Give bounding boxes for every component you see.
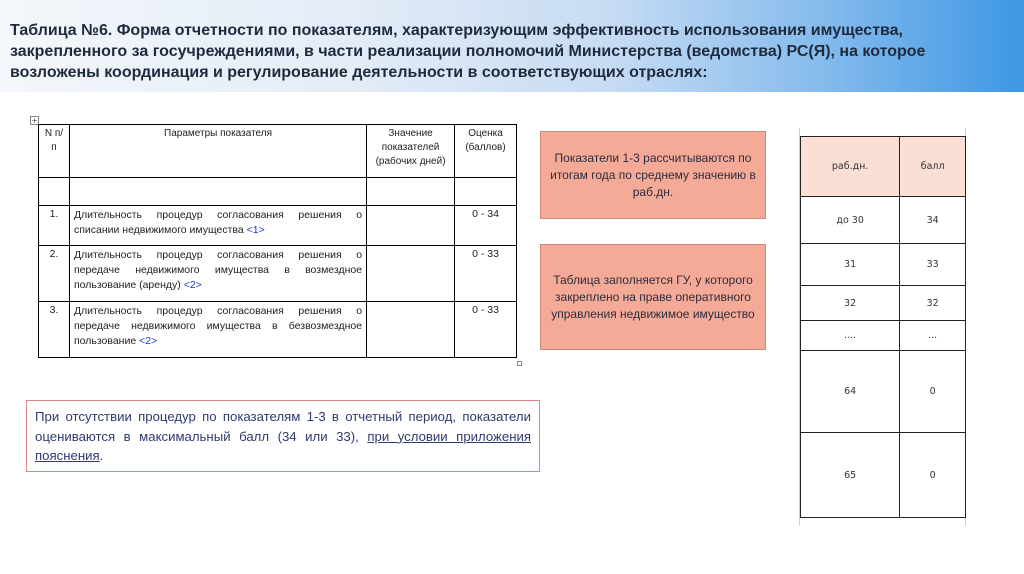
table-row [39,206,517,246]
row-score: 0 - 33 [455,246,517,302]
table-row [801,197,966,244]
score-header-points: балл [900,137,966,197]
score-table-header-row [801,137,966,197]
table-row [801,321,966,351]
table-empty-row [39,178,517,206]
table-row [39,246,517,302]
score-points: 33 [900,244,966,286]
row-score: 0 - 34 [455,206,517,246]
score-points: 34 [900,197,966,244]
row-description: Длительность процедур согласования решения о передаче недвижимого имущества в безвозмездное пользование <2> [69,302,366,358]
score-points: 0 [900,433,966,518]
score-days: 31 [801,244,900,286]
score-days: до 30 [801,197,900,244]
info-box-calculation [540,131,766,219]
row-value[interactable] [367,246,455,302]
info-box-filling-text: Таблица заполняется ГУ, у которого закреплено на праве оперативного управления недвижимое имущество [551,272,755,321]
row-number: 3. [39,302,70,358]
note-underlined: при условии приложения пояснения [35,428,531,463]
row-description: Длительность процедур согласования решения о списании недвижимого имущества <1> [69,206,366,246]
row-value[interactable] [367,302,455,358]
table-cell [39,178,70,206]
score-days: .... [801,321,900,351]
row-score: 0 - 33 [455,302,517,358]
table-header-row [39,125,517,178]
table-cell [367,178,455,206]
note-text: При отсутствии процедур по показателям 1-3 в отчетный период, показатели оцениваются в максимальный балл (34 или 33), [35,409,531,444]
row-description: Длительность процедур согласования решения о передаче недвижимого имущества в возмездное пользование (аренду) <2> [69,246,366,302]
header-n: N п/п [39,125,70,178]
note-box [26,400,540,472]
table-row [801,286,966,321]
params-table-container [30,116,522,366]
score-points: 0 [900,351,966,433]
slide-title: Таблица №6. Форма отчетности по показателям, характеризующим эффективность использования имущества, закрепленного за госучреждениями, в части реализации полномочий Министерства (ведомства) РС(Я), на которое возложены координация и регулирование деятельности в соответствующих отраслях: [10,22,926,81]
table-row [39,302,517,358]
table-cell [455,178,517,206]
score-days: 64 [801,351,900,433]
row-number: 2. [39,246,70,302]
row-number: 1. [39,206,70,246]
footnote-ref[interactable]: <2> [139,335,158,347]
header-value: Значение показателей (рабочих дней) [367,125,455,178]
header-score: Оценка (баллов) [455,125,517,178]
score-days: 65 [801,433,900,518]
score-header-days: раб.дн. [801,137,900,197]
slide-header [0,0,1024,92]
table-cell [69,178,366,206]
info-box-filling [540,244,766,350]
score-days: 32 [801,286,900,321]
row-value[interactable] [367,206,455,246]
score-points: ... [900,321,966,351]
params-table [38,124,517,358]
header-params: Параметры показателя [69,125,366,178]
score-table [800,136,966,518]
footnote-ref[interactable]: <2> [183,279,202,291]
score-points: 32 [900,286,966,321]
table-row [801,351,966,433]
table-row [801,433,966,518]
table-row [801,244,966,286]
note-end: . [99,448,104,463]
table-resize-handle[interactable] [517,361,522,366]
info-box-calculation-text: Показатели 1-3 рассчитываются по итогам года по среднему значению в раб.дн. [550,150,756,199]
footnote-ref[interactable]: <1> [246,224,265,236]
table-move-handle-icon[interactable]: + [31,116,38,125]
